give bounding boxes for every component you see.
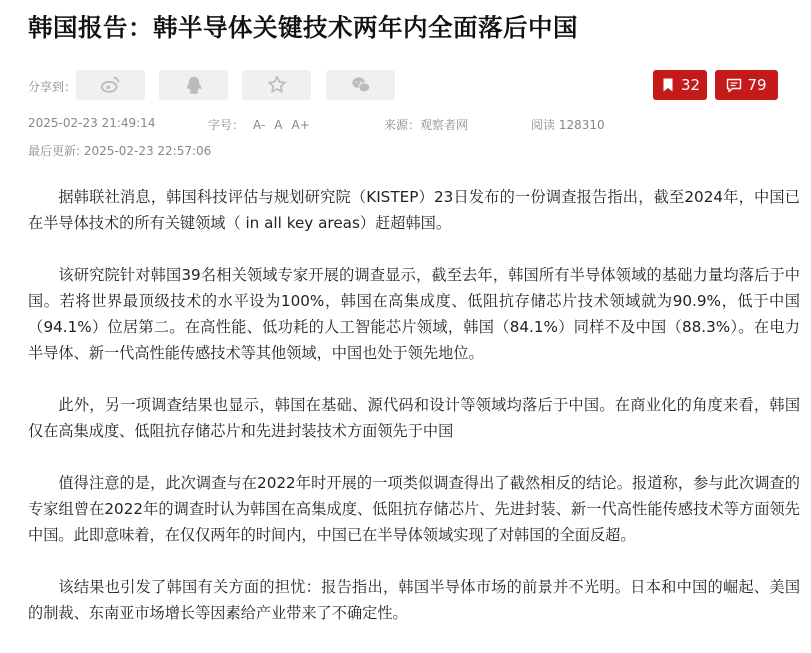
qzone-star-icon: [266, 74, 288, 96]
qq-icon: [183, 74, 205, 96]
font-size-label: 字号：: [208, 118, 245, 132]
bookmark-count: 32: [680, 76, 701, 94]
comment-button[interactable]: [715, 70, 778, 100]
publish-time: 2025-02-23 21:49:14: [28, 116, 156, 130]
font-size-control: [208, 116, 310, 133]
weibo-icon: [100, 74, 122, 96]
bookmark-button[interactable]: [653, 70, 707, 100]
bookmark-icon: [660, 77, 676, 93]
share-bar: [28, 70, 788, 100]
source: 来源：观察者网: [384, 118, 469, 132]
paragraph: 此外，另一项调查结果也显示，韩国在基础、源代码和设计等领域均落后于中国。在商业化的角度来看，韩国仅在高集成度、低阻抗存储芯片和先进封装技术方面领先于中国: [28, 396, 800, 440]
share-weibo-button[interactable]: [76, 70, 145, 100]
last-updated: 最后更新: 2025-02-23 22:57:06: [28, 144, 212, 158]
font-size-large-button[interactable]: A+: [291, 118, 310, 132]
page-title: 韩国报告：韩半导体关键技术两年内全面落后中国: [28, 13, 578, 42]
paragraph: 该结果也引发了韩国有关方面的担忧：报告指出，韩国半导体市场的前景并不光明。日本和中国的崛起、美国的制裁、东南亚市场增长等因素给产业带来了不确定性。: [28, 578, 800, 622]
share-qzone-button[interactable]: [242, 70, 311, 100]
paragraph: 据韩联社消息，韩国科技评估与规划研究院（KISTEP）23日发布的一份调查报告指出，截至2024年，中国已在半导体技术的所有关键领域（ in all key areas）赶超韩国。: [28, 188, 800, 232]
share-qq-button[interactable]: [159, 70, 228, 100]
wechat-icon: [350, 74, 372, 96]
comment-icon: [726, 77, 742, 93]
font-size-normal-button[interactable]: A: [274, 118, 283, 132]
share-label: 分享到：: [28, 80, 77, 94]
comment-count: 79: [747, 76, 767, 94]
read-count: 阅读 128310: [531, 118, 605, 132]
paragraph: 该研究院针对韩国39名相关领域专家开展的调查显示，截至去年，韩国所有半导体领域的基础力量均落后于中国。若将世界最顶级技术的水平设为100%，韩国在高集成度、低阻抗存储芯片技术领域就为90.9%，低于中国（94.1%）位居第二。在高性能、低功耗的人工智能芯片领域，韩国（84.1%）同样不及中国（88.3%）。在电力半导体、新一代高性能传感技术等其他领域，中国也处于领先地位。: [28, 266, 800, 362]
share-wechat-button[interactable]: [326, 70, 395, 100]
paragraph: 值得注意的是，此次调查与在2022年时开展的一项类似调查得出了截然相反的结论。报道称，参与此次调查的专家组曾在2022年的调查时认为韩国在高集成度、低阻抗存储芯片、先进封装、新一代高性能传感技术等方面领先中国。此即意味着，在仅仅两年的时间内，中国已在半导体领域实现了对韩国的全面反超。: [28, 474, 800, 544]
font-size-small-button[interactable]: A-: [253, 118, 266, 132]
article-body: [28, 184, 800, 652]
